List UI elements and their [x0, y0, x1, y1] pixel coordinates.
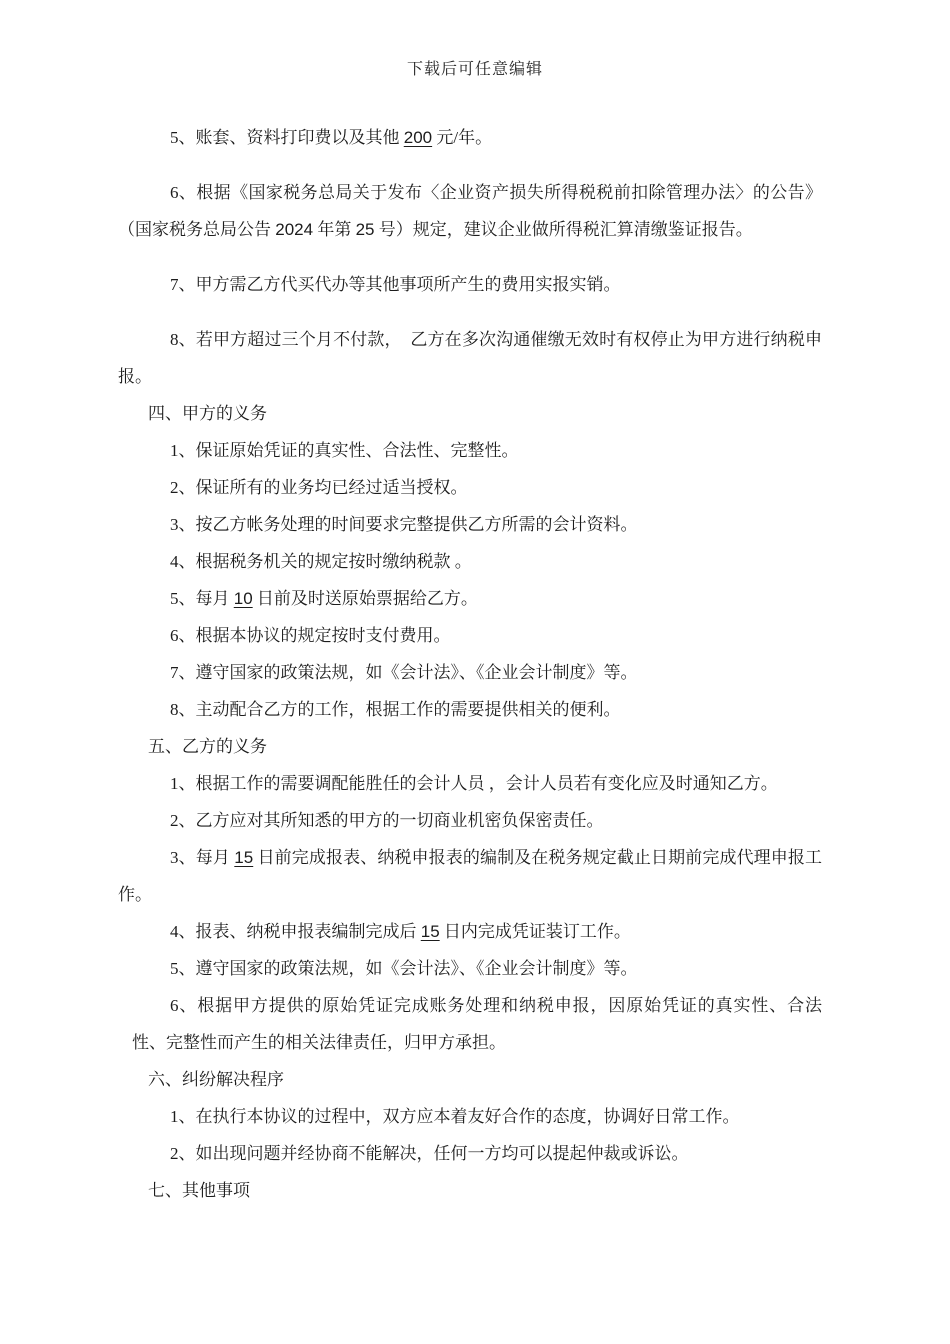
text-segment: 号）规定，建议企业做所得税汇算清缴鉴证报告。: [374, 220, 753, 239]
section-heading-4: [118, 395, 822, 432]
clause-partyB-1: [118, 765, 822, 802]
text-segment: 6、根据本协议的规定按时支付费用。: [170, 626, 451, 645]
text-segment: 日内完成凭证装订工作。: [439, 922, 631, 941]
text-segment: 6、根据《国家税务总局关于发布〈企业资产损失所得税税前扣除管理办法〉的公告》（国家税务总局公告: [118, 183, 822, 239]
text-segment: 1、在执行本协议的过程中，双方应本着友好合作的态度，协调好日常工作。: [170, 1107, 740, 1126]
clause-partyA-4: [118, 543, 822, 580]
text-segment: 5、账套、资料打印费以及其他: [170, 128, 404, 147]
text-segment: 25: [355, 220, 375, 239]
text-segment: 日前完成报表、纳税申报表的编制及在税务规定截止日期前完成代理申报工作。: [118, 848, 823, 904]
text-segment: 2、乙方应对其所知悉的甲方的一切商业机密负保密责任。: [170, 811, 604, 830]
clause-fee-item-8: [118, 321, 822, 395]
section-heading-7: [118, 1172, 822, 1209]
clause-partyA-5: [118, 580, 822, 617]
underlined-value: 10: [233, 589, 253, 608]
text-segment: 六、纠纷解决程序: [148, 1070, 284, 1089]
section-heading-5: [118, 728, 822, 765]
clause-partyB-2: [118, 802, 822, 839]
text-segment: 2、保证所有的业务均已经过适当授权。: [170, 478, 468, 497]
text-segment: 4、报表、纳税申报表编制完成后: [170, 922, 421, 941]
text-segment: 3、按乙方帐务处理的时间要求完整提供乙方所需的会计资料。: [170, 515, 638, 534]
clause-partyB-4: [118, 913, 822, 950]
text-segment: 4、根据税务机关的规定按时缴纳税款 。: [170, 552, 472, 571]
text-segment: 7、甲方需乙方代买代办等其他事项所产生的费用实报实销。: [170, 275, 621, 294]
underlined-value: 15: [420, 922, 440, 941]
clause-partyA-6: [118, 617, 822, 654]
text-segment: 5、每月: [170, 589, 234, 608]
text-segment: 3、每月: [170, 848, 235, 867]
clause-partyB-3: [118, 839, 822, 913]
clause-fee-item-6: [118, 174, 822, 248]
underlined-value: 200: [403, 128, 433, 147]
text-segment: 6、根据甲方提供的原始凭证完成账务处理和纳税申报，因原始凭证的真实性、合法性、完整性而产生的相关法律责任，归甲方承担。: [132, 996, 822, 1052]
clause-partyA-7: [118, 654, 822, 691]
text-segment: 四、甲方的义务: [148, 404, 267, 423]
text-segment: 1、根据工作的需要调配能胜任的会计人员 ，会计人员若有变化应及时通知乙方。: [170, 774, 778, 793]
text-segment: 2024: [275, 220, 314, 239]
section-heading-6: [118, 1061, 822, 1098]
clause-dispute-1: [118, 1098, 822, 1135]
text-segment: 元/年。: [432, 128, 493, 147]
text-segment: 5、遵守国家的政策法规，如《会计法》、《企业会计制度》等。: [170, 959, 638, 978]
header-note: 下载后可任意编辑: [406, 61, 543, 78]
text-segment: 2、如出现问题并经协商不能解决，任何一方均可以提起仲裁或诉讼。: [170, 1144, 689, 1163]
clause-partyB-6: [118, 987, 822, 1061]
text-segment: 1、保证原始凭证的真实性、合法性、完整性。: [170, 441, 519, 460]
underlined-value: 15: [234, 848, 254, 867]
text-segment: 7、遵守国家的政策法规，如《会计法》、《企业会计制度》等。: [170, 663, 638, 682]
clause-partyA-8: [118, 691, 822, 728]
clause-dispute-2: [118, 1135, 822, 1172]
text-segment: 日前及时送原始票据给乙方。: [252, 589, 478, 608]
clause-partyB-5: [118, 950, 822, 987]
document-body: [0, 119, 950, 1209]
clause-partyA-1: [118, 432, 822, 469]
text-segment: 五、乙方的义务: [148, 737, 267, 756]
text-segment: 8、主动配合乙方的工作，根据工作的需要提供相关的便利。: [170, 700, 621, 719]
text-segment: 七、其他事项: [148, 1181, 250, 1200]
text-segment: 年第: [313, 220, 356, 239]
clause-partyA-3: [118, 506, 822, 543]
text-segment: 8、若甲方超过三个月不付款， 乙方在多次沟通催缴无效时有权停止为甲方进行纳税申报。: [118, 330, 822, 386]
clause-fee-item-5: [118, 119, 822, 156]
clause-partyA-2: [118, 469, 822, 506]
clause-fee-item-7: [118, 266, 822, 303]
